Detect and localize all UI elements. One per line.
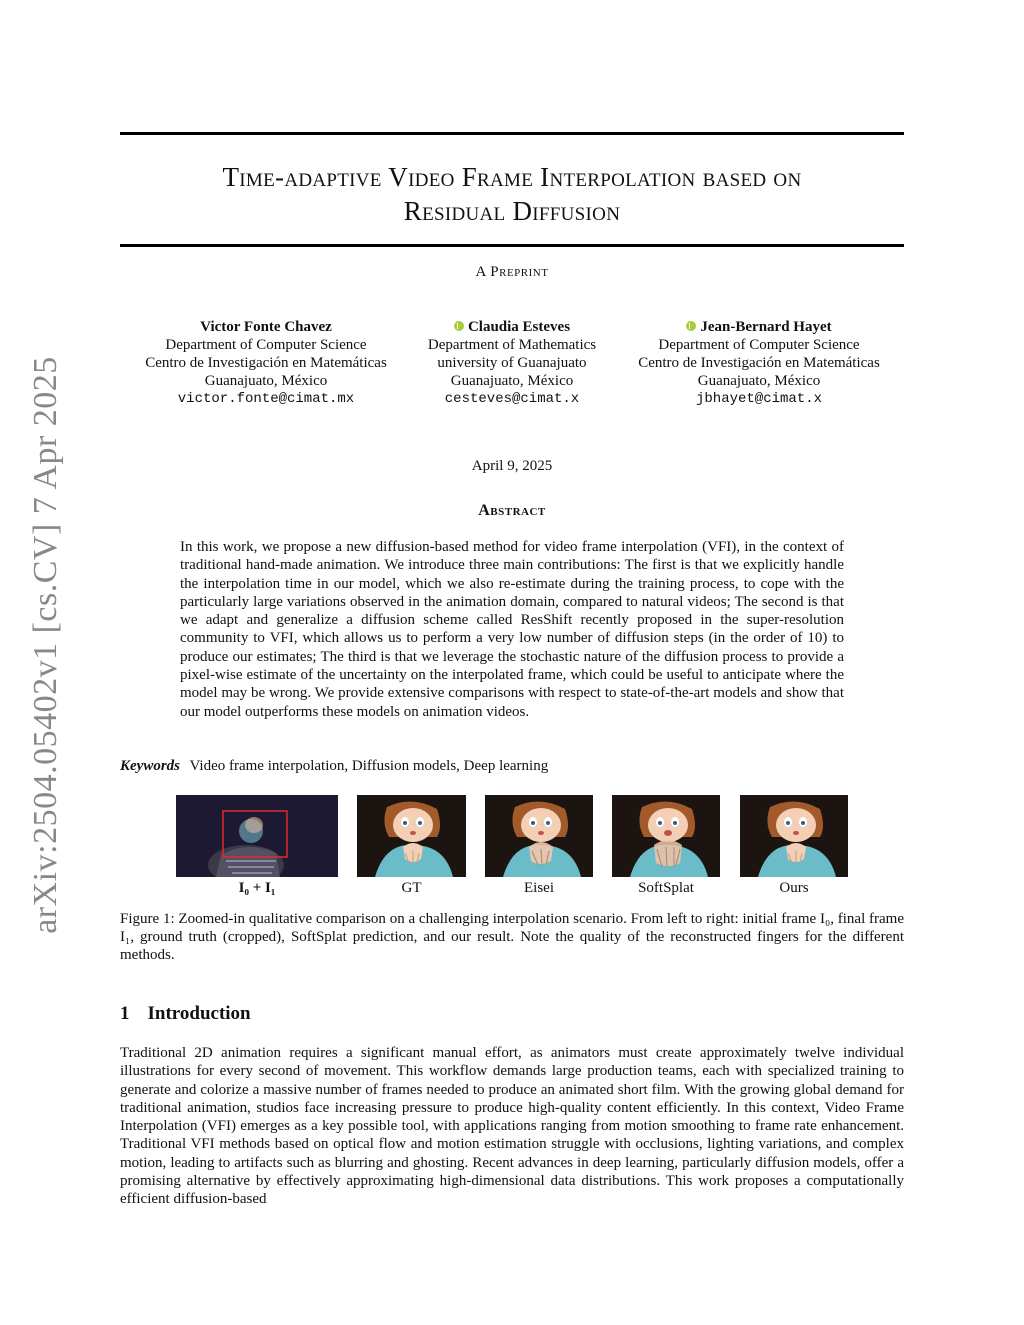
author-location: Guanajuato, México bbox=[204, 373, 328, 389]
figure-panel-input-overlay bbox=[176, 795, 338, 877]
section-number: 1 bbox=[120, 1003, 130, 1024]
introduction-text: Traditional 2D animation requires a significant manual effort, as animators must create approximately twelve individual illustrations for every second of movement. This workflow demands large production teams, each with specialized training to generate and colorize a massive number of frames needed to produce an animated short film. With the growing global demand for traditional animation, studios face increasing pressure to produce high-quality content efficiently. In this context, Video Frame Interpolation (VFI) emerges as a key possible tool, with applications ranging from motion smoothing to frame rate enhancement. Traditional VFI methods based on optical flow and motion estimation struggle with occlusions, lighting variations, and complex motion, leading to artifacts such as blurring and ghosting. Recent advances in deep learning, particularly diffusion models, offer a promising alternative by effectively approximating high-dimensional data distributions. This work proposes a computationally efficient diffusion-based bbox=[120, 1045, 904, 1208]
orcid-icon[interactable] bbox=[454, 321, 464, 331]
author-department: Department of Mathematics bbox=[427, 337, 597, 353]
author-email[interactable]: cesteves@cimat.x bbox=[444, 391, 580, 407]
gt-image bbox=[357, 795, 466, 877]
keywords-text: Video frame interpolation, Diffusion models, Deep learning bbox=[189, 758, 549, 774]
author-name: Victor Fonte Chavez bbox=[200, 319, 332, 335]
figure-panel-label: SoftSplat bbox=[638, 880, 694, 896]
author-name: Claudia Esteves bbox=[467, 319, 571, 335]
title-rule-bottom bbox=[120, 244, 904, 247]
author-institution: Centro de Investigación en Matemáticas bbox=[638, 355, 880, 371]
paper-title bbox=[120, 160, 904, 228]
figure-panel-label: Eisei bbox=[524, 880, 554, 896]
author-name: Jean-Bernard Hayet bbox=[700, 319, 832, 335]
arxiv-identifier: arXiv:2504.05402v1 [cs.CV] 7 Apr 2025 bbox=[27, 356, 64, 934]
figure-panel-label: Ours bbox=[779, 880, 809, 896]
ours-image bbox=[740, 795, 848, 877]
author-location: Guanajuato, México bbox=[697, 373, 821, 389]
figure-1 bbox=[0, 795, 1024, 905]
section-title: Introduction bbox=[147, 1003, 251, 1024]
publication-date: April 9, 2025 bbox=[471, 458, 553, 474]
orcid-icon[interactable] bbox=[686, 321, 696, 331]
figure-panel-gt bbox=[357, 795, 466, 877]
author-name-row bbox=[614, 318, 904, 336]
abstract-text: In this work, we propose a new diffusion-based method for video frame interpolation (VFI), in the context of traditional hand-made animation. We introduce three main contributions: The first is that we explicitly handle the interpolation time in our model, which we also re-estimate during the training process, to cope with the particularly large variations observed in the animation domain, compared to natural videos; The second is that we adapt and generalize a diffusion scheme called ResShift recently proposed in the super-resolution community to VFI, which allows us to perform a very low number of diffusion steps (in the order of 10) to produce our estimates; The third is that we leverage the stochastic nature of the diffusion process to provide a pixel-wise estimate of the uncertainty on the interpolated frame, which could be useful to anticipate where the model may be wrong. We provide extensive comparisons with respect to state-of-the-art models and show that our model outperforms these models on animation videos. bbox=[180, 539, 844, 720]
paper-title-line-1: Time-adaptive Video Frame Interpolation based on bbox=[222, 162, 802, 192]
keywords-label: Keywords bbox=[120, 758, 180, 774]
figure-caption: Figure 1: Zoomed-in qualitative comparison on a challenging interpolation scenario. From left to right: initial frame I₀, final frame I₁, ground truth (cropped), SoftSplat prediction, and our result. Note the quality of the reconstructed fingers for the different methods. bbox=[120, 911, 904, 963]
author-3 bbox=[614, 318, 904, 408]
author-department: Department of Computer Science bbox=[165, 337, 367, 353]
preprint-label: A Preprint bbox=[475, 264, 549, 280]
section-heading bbox=[120, 1003, 251, 1025]
softsplat-image bbox=[612, 795, 720, 877]
eisei-image bbox=[485, 795, 593, 877]
author-email[interactable]: victor.fonte@cimat.mx bbox=[177, 391, 355, 407]
keywords bbox=[120, 758, 904, 775]
author-2 bbox=[400, 318, 624, 408]
author-department: Department of Computer Science bbox=[658, 337, 860, 353]
author-email[interactable]: jbhayet@cimat.x bbox=[695, 391, 823, 407]
overlay-image bbox=[176, 795, 338, 877]
figure-panel-eisei bbox=[485, 795, 593, 877]
figure-panel-ours bbox=[740, 795, 848, 877]
title-rule-top bbox=[120, 132, 904, 135]
author-institution: Centro de Investigación en Matemáticas bbox=[145, 355, 387, 371]
figure-panel-label: GT bbox=[401, 880, 422, 896]
author-location: Guanajuato, México bbox=[450, 373, 574, 389]
figure-panel-label: I₀ + I₁ bbox=[238, 880, 276, 896]
paper-title-line-2: Residual Diffusion bbox=[403, 196, 621, 226]
author-1 bbox=[120, 318, 412, 408]
abstract-heading: Abstract bbox=[478, 502, 546, 519]
author-name-row bbox=[400, 318, 624, 336]
author-institution: university of Guanajuato bbox=[437, 355, 587, 371]
figure-panel-softsplat bbox=[612, 795, 720, 877]
